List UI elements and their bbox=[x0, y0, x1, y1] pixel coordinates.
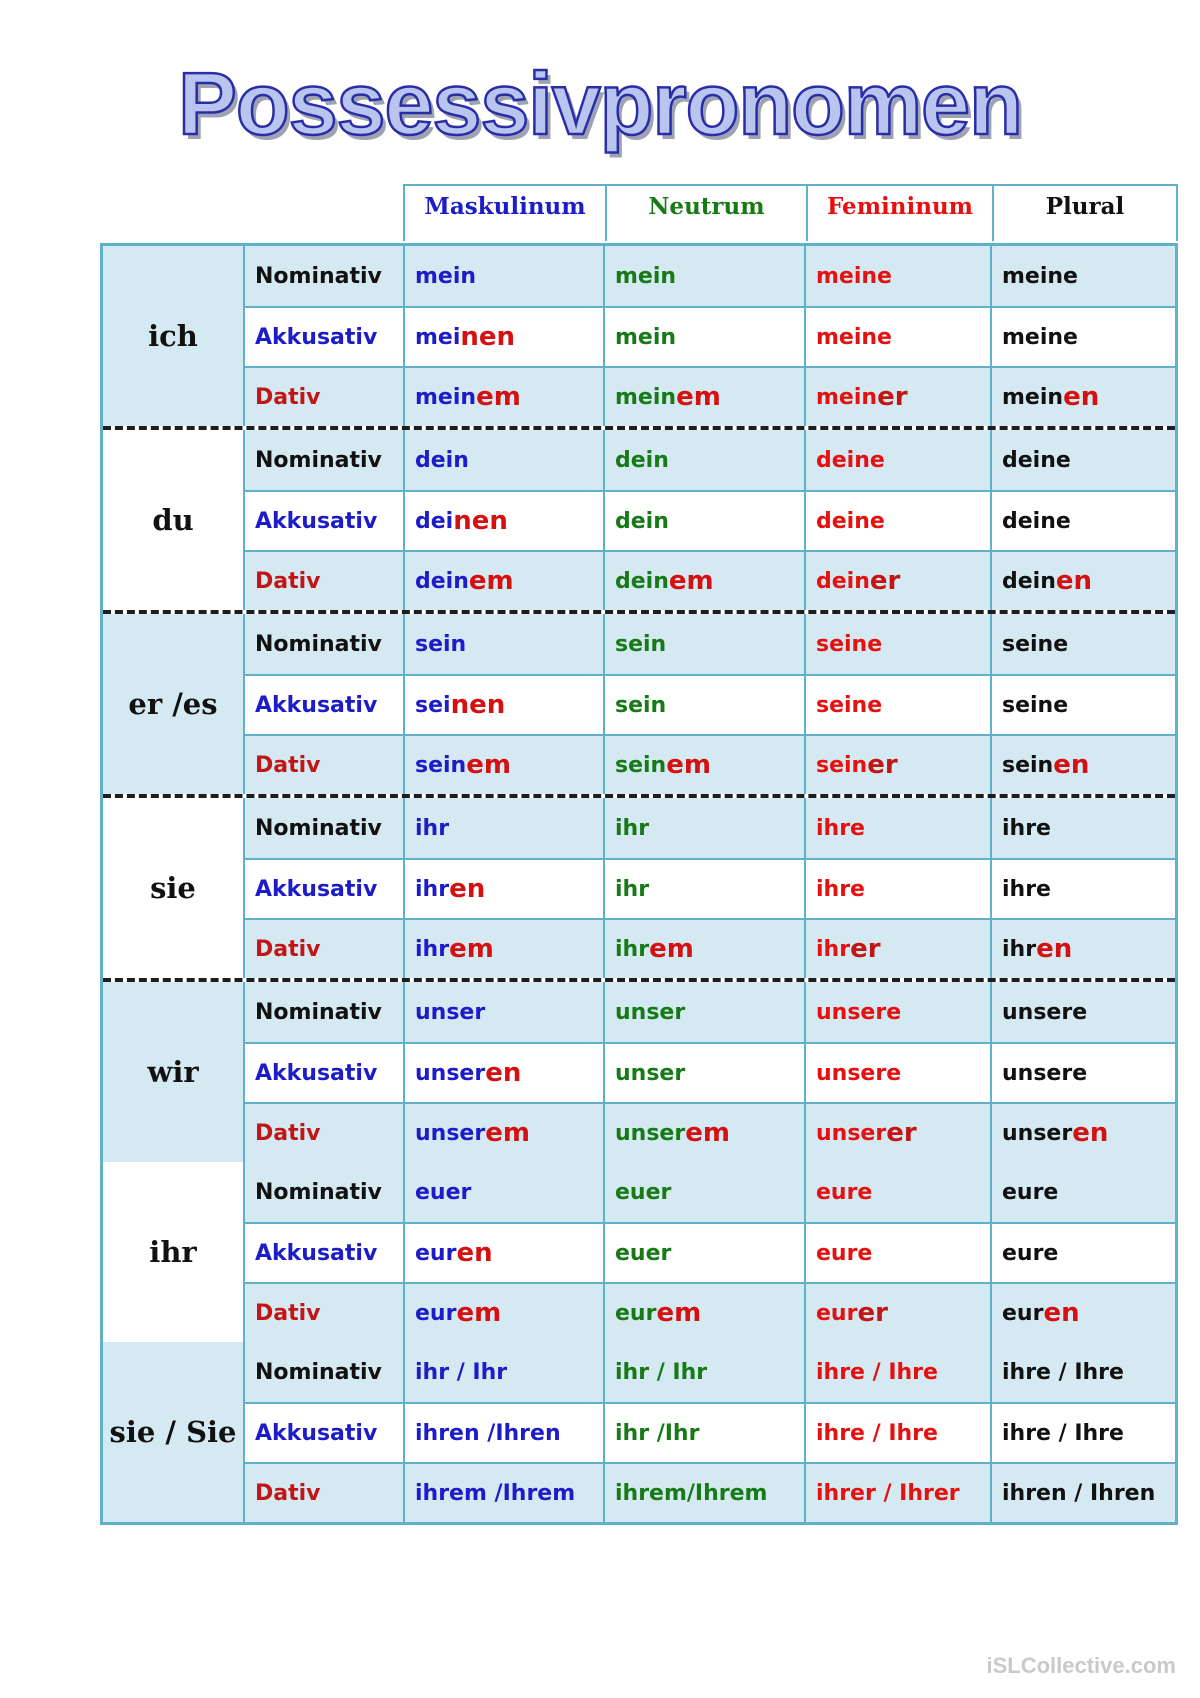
form-ending: em bbox=[685, 1118, 730, 1148]
pronoun-form bbox=[990, 1464, 1175, 1522]
pronoun-group bbox=[103, 1162, 1175, 1342]
pronoun-form bbox=[403, 1224, 603, 1282]
pronoun-form bbox=[990, 736, 1175, 794]
form-stem: ihre / Ihre bbox=[816, 1359, 938, 1385]
pronoun-form bbox=[403, 920, 603, 978]
form-ending: em bbox=[456, 1298, 502, 1328]
pronoun-form bbox=[603, 614, 804, 674]
table-row bbox=[245, 306, 1175, 366]
pronoun-form bbox=[804, 1162, 990, 1222]
pronoun-form bbox=[403, 1104, 603, 1162]
form-stem: ihr / Ihr bbox=[615, 1359, 708, 1385]
form-stem: seine bbox=[1002, 692, 1069, 718]
form-stem: unser bbox=[816, 1120, 887, 1146]
form-stem: dein bbox=[415, 568, 469, 594]
pronoun-form bbox=[403, 368, 603, 426]
form-stem: eur bbox=[1002, 1300, 1044, 1326]
pronoun-form bbox=[804, 1044, 990, 1102]
form-ending: en bbox=[1053, 750, 1090, 780]
form-stem: unser bbox=[615, 999, 686, 1025]
form-stem: unser bbox=[415, 1060, 486, 1086]
pronoun-form bbox=[403, 308, 603, 366]
form-ending: en bbox=[1063, 382, 1100, 412]
form-stem: dein bbox=[615, 508, 669, 534]
case-label: Akkusativ bbox=[245, 308, 403, 366]
form-stem: mein bbox=[615, 324, 677, 350]
pronoun-form bbox=[990, 920, 1175, 978]
form-stem: dein bbox=[615, 447, 669, 473]
pronoun-form bbox=[403, 982, 603, 1042]
form-stem: ihrer / Ihrer bbox=[816, 1480, 960, 1506]
form-stem: ihr / Ihr bbox=[415, 1359, 508, 1385]
pronoun-form bbox=[603, 430, 804, 490]
form-stem: meine bbox=[816, 324, 892, 350]
pronoun-form bbox=[990, 368, 1175, 426]
form-stem: ihr bbox=[1002, 936, 1037, 962]
form-stem: eure bbox=[816, 1240, 873, 1266]
pronoun-label: wir bbox=[103, 982, 245, 1162]
form-stem: mein bbox=[816, 384, 878, 410]
pronoun-form bbox=[990, 308, 1175, 366]
table-row bbox=[245, 366, 1175, 426]
case-label: Nominativ bbox=[245, 246, 403, 306]
form-ending: em bbox=[649, 934, 694, 964]
form-stem: euer bbox=[615, 1240, 672, 1266]
form-stem: dein bbox=[615, 568, 669, 594]
form-stem: sein bbox=[615, 752, 667, 778]
pronoun-form bbox=[403, 614, 603, 674]
pronoun-form bbox=[603, 1404, 804, 1462]
form-ending: en bbox=[1055, 566, 1093, 596]
table-row bbox=[245, 1102, 1175, 1162]
form-stem: unser bbox=[415, 1120, 486, 1146]
form-stem: ihre / Ihre bbox=[1002, 1359, 1124, 1385]
form-ending: er bbox=[867, 750, 898, 780]
pronoun-form bbox=[403, 798, 603, 858]
case-label: Nominativ bbox=[245, 982, 403, 1042]
pronoun-form bbox=[603, 1044, 804, 1102]
pronoun-form bbox=[603, 1104, 804, 1162]
table-row bbox=[245, 798, 1175, 858]
pronoun-form bbox=[603, 1464, 804, 1522]
form-ending: em bbox=[485, 1118, 530, 1148]
pronoun-form bbox=[990, 1224, 1175, 1282]
pronoun-group bbox=[103, 978, 1175, 1162]
form-stem: ihre bbox=[816, 876, 865, 902]
form-stem: eure bbox=[816, 1179, 873, 1205]
table-row bbox=[245, 490, 1175, 550]
pronoun-form bbox=[403, 1404, 603, 1462]
pronoun-form bbox=[990, 676, 1175, 734]
pronoun-form bbox=[804, 492, 990, 550]
page-title: Possessivpronomen bbox=[178, 54, 1022, 153]
pronoun-form bbox=[990, 798, 1175, 858]
pronoun-form bbox=[403, 1284, 603, 1342]
pronoun-form bbox=[804, 1464, 990, 1522]
table-row bbox=[245, 982, 1175, 1042]
form-ending: en bbox=[1043, 1298, 1080, 1328]
case-label: Dativ bbox=[245, 1104, 403, 1162]
form-stem: mein bbox=[415, 384, 477, 410]
table-row bbox=[245, 1402, 1175, 1462]
table-row bbox=[245, 246, 1175, 306]
table-row bbox=[245, 1162, 1175, 1222]
pronoun-label: er /es bbox=[103, 614, 245, 794]
case-label: Nominativ bbox=[245, 1162, 403, 1222]
table-row bbox=[245, 674, 1175, 734]
form-stem: ihre bbox=[816, 815, 865, 841]
form-stem: mein bbox=[615, 263, 677, 289]
form-ending: em bbox=[466, 750, 511, 780]
form-stem: eure bbox=[1002, 1240, 1059, 1266]
form-stem: deine bbox=[816, 508, 885, 534]
form-stem: ihren /Ihren bbox=[415, 1420, 561, 1446]
form-stem: eur bbox=[615, 1300, 657, 1326]
case-label: Dativ bbox=[245, 736, 403, 794]
pronoun-label: du bbox=[103, 430, 245, 610]
pronoun-form bbox=[990, 1104, 1175, 1162]
form-stem: unser bbox=[415, 999, 486, 1025]
column-header: Femininum bbox=[806, 186, 992, 241]
form-stem: ihren / Ihren bbox=[1002, 1480, 1156, 1506]
form-ending: er bbox=[886, 1118, 917, 1148]
column-headers bbox=[403, 184, 1178, 241]
form-ending: em bbox=[676, 382, 721, 412]
pronoun-form bbox=[804, 920, 990, 978]
form-ending: er bbox=[850, 934, 881, 964]
pronoun-form bbox=[804, 1342, 990, 1402]
case-label: Dativ bbox=[245, 1464, 403, 1522]
pronoun-form bbox=[804, 982, 990, 1042]
case-label: Nominativ bbox=[245, 1342, 403, 1402]
form-ending: em bbox=[666, 750, 711, 780]
form-stem: mein bbox=[615, 384, 677, 410]
form-stem: euer bbox=[415, 1179, 472, 1205]
pronoun-form bbox=[804, 1104, 990, 1162]
case-label: Dativ bbox=[245, 552, 403, 610]
pronoun-form bbox=[603, 860, 804, 918]
form-ending: er bbox=[857, 1298, 888, 1328]
pronoun-form bbox=[403, 1342, 603, 1402]
case-label: Dativ bbox=[245, 1284, 403, 1342]
form-stem: unser bbox=[615, 1120, 686, 1146]
table-row bbox=[245, 1462, 1175, 1522]
pronoun-form bbox=[603, 1342, 804, 1402]
pronoun-form bbox=[603, 552, 804, 610]
form-stem: ihre bbox=[1002, 815, 1051, 841]
table-row bbox=[245, 918, 1175, 978]
pronoun-form bbox=[990, 982, 1175, 1042]
form-stem: eur bbox=[816, 1300, 858, 1326]
form-stem: ihr bbox=[816, 936, 851, 962]
case-label: Nominativ bbox=[245, 430, 403, 490]
form-stem: deine bbox=[1002, 508, 1071, 534]
table-row bbox=[245, 430, 1175, 490]
pronoun-form bbox=[603, 246, 804, 306]
table-row bbox=[245, 1222, 1175, 1282]
form-stem: dei bbox=[415, 508, 454, 534]
form-stem: meine bbox=[816, 263, 892, 289]
pronoun-form bbox=[603, 1162, 804, 1222]
pronoun-form bbox=[990, 1162, 1175, 1222]
pronoun-label: sie / Sie bbox=[103, 1342, 245, 1522]
pronoun-form bbox=[403, 1464, 603, 1522]
form-stem: unsere bbox=[816, 999, 902, 1025]
pronoun-form bbox=[403, 676, 603, 734]
case-label: Dativ bbox=[245, 368, 403, 426]
form-stem: unsere bbox=[1002, 1060, 1088, 1086]
pronoun-form bbox=[804, 1404, 990, 1462]
pronoun-form bbox=[990, 430, 1175, 490]
pronoun-form bbox=[603, 798, 804, 858]
form-stem: ihrem /Ihrem bbox=[415, 1480, 576, 1506]
form-stem: seine bbox=[816, 692, 883, 718]
form-stem: mein bbox=[415, 263, 477, 289]
form-stem: ihr bbox=[615, 936, 650, 962]
form-stem: ihre / Ihre bbox=[816, 1420, 938, 1446]
form-stem: sei bbox=[415, 692, 451, 718]
form-stem: unsere bbox=[816, 1060, 902, 1086]
pronoun-form bbox=[804, 736, 990, 794]
pronoun-form bbox=[403, 736, 603, 794]
pronoun-form bbox=[603, 1224, 804, 1282]
form-ending: nen bbox=[460, 322, 516, 352]
table-row bbox=[245, 614, 1175, 674]
pronoun-form bbox=[990, 246, 1175, 306]
pronoun-form bbox=[990, 552, 1175, 610]
form-stem: mei bbox=[415, 324, 461, 350]
form-stem: unser bbox=[1002, 1120, 1073, 1146]
pronoun-form bbox=[403, 1044, 603, 1102]
pronoun-form bbox=[403, 1162, 603, 1222]
form-ending: nen bbox=[453, 506, 508, 536]
table-row bbox=[245, 858, 1175, 918]
form-ending: em bbox=[449, 934, 494, 964]
pronoun-form bbox=[990, 860, 1175, 918]
pronoun-form bbox=[403, 860, 603, 918]
form-ending: em bbox=[468, 566, 514, 596]
form-stem: seine bbox=[1002, 631, 1069, 657]
form-stem: dein bbox=[1002, 568, 1056, 594]
pronoun-form bbox=[603, 308, 804, 366]
form-ending: en bbox=[1036, 934, 1073, 964]
form-ending: em bbox=[656, 1298, 702, 1328]
form-ending: nen bbox=[450, 690, 506, 720]
form-stem: ihre / Ihre bbox=[1002, 1420, 1124, 1446]
pronoun-form bbox=[804, 614, 990, 674]
form-ending: em bbox=[668, 566, 714, 596]
pronoun-form bbox=[603, 368, 804, 426]
form-stem: ihre bbox=[1002, 876, 1051, 902]
pronoun-group bbox=[103, 246, 1175, 426]
pronoun-form bbox=[804, 552, 990, 610]
table-row bbox=[245, 1342, 1175, 1402]
form-stem: unser bbox=[615, 1060, 686, 1086]
pronoun-label: ihr bbox=[103, 1162, 245, 1342]
case-label: Nominativ bbox=[245, 798, 403, 858]
form-stem: sein bbox=[415, 752, 467, 778]
column-header: Neutrum bbox=[605, 186, 806, 241]
pronoun-form bbox=[804, 798, 990, 858]
form-ending: er bbox=[869, 566, 901, 596]
form-stem: eur bbox=[415, 1240, 457, 1266]
case-label: Akkusativ bbox=[255, 876, 378, 902]
pronoun-form bbox=[603, 1284, 804, 1342]
form-stem: ihr bbox=[415, 876, 450, 902]
pronoun-group bbox=[103, 1342, 1175, 1522]
case-label: Akkusativ bbox=[245, 676, 403, 734]
form-ending: en bbox=[449, 874, 486, 904]
table-row bbox=[245, 1042, 1175, 1102]
case-label: Dativ bbox=[245, 920, 403, 978]
pronoun-form bbox=[804, 308, 990, 366]
form-ending: en bbox=[1072, 1118, 1109, 1148]
form-stem: eure bbox=[1002, 1179, 1059, 1205]
form-stem: ihr bbox=[415, 936, 450, 962]
form-stem: sein bbox=[1002, 752, 1054, 778]
column-header: Plural bbox=[992, 186, 1176, 241]
case-label: Akkusativ bbox=[245, 1044, 403, 1102]
case-label: Akkusativ bbox=[255, 508, 378, 534]
pronoun-form bbox=[403, 552, 603, 610]
pronoun-form bbox=[603, 920, 804, 978]
case-label: Akkusativ bbox=[255, 1240, 378, 1266]
pronoun-form bbox=[804, 1284, 990, 1342]
table-row bbox=[245, 550, 1175, 610]
pronoun-form bbox=[990, 492, 1175, 550]
pronoun-table bbox=[100, 243, 1178, 1525]
pronoun-form bbox=[403, 430, 603, 490]
form-stem: ihr /Ihr bbox=[615, 1420, 700, 1446]
form-stem: unsere bbox=[1002, 999, 1088, 1025]
form-ending: em bbox=[476, 382, 521, 412]
pronoun-group bbox=[103, 426, 1175, 610]
case-label: Nominativ bbox=[245, 614, 403, 674]
pronoun-form bbox=[603, 676, 804, 734]
pronoun-form bbox=[804, 368, 990, 426]
form-stem: seine bbox=[816, 631, 883, 657]
table-row bbox=[245, 1282, 1175, 1342]
pronoun-form bbox=[603, 492, 804, 550]
form-stem: sein bbox=[615, 692, 667, 718]
pronoun-form bbox=[804, 676, 990, 734]
form-ending: en bbox=[456, 1238, 493, 1268]
pronoun-form bbox=[990, 1044, 1175, 1102]
form-stem: ihr bbox=[615, 876, 650, 902]
pronoun-form bbox=[804, 860, 990, 918]
table-row bbox=[245, 734, 1175, 794]
pronoun-form bbox=[603, 736, 804, 794]
form-stem: mein bbox=[1002, 384, 1064, 410]
form-stem: sein bbox=[615, 631, 667, 657]
form-stem: deine bbox=[1002, 447, 1071, 473]
form-ending: er bbox=[877, 382, 908, 412]
column-header: Maskulinum bbox=[424, 193, 586, 220]
pronoun-form bbox=[990, 1284, 1175, 1342]
pronoun-label: sie bbox=[103, 798, 245, 978]
form-stem: euer bbox=[615, 1179, 672, 1205]
pronoun-form bbox=[990, 1404, 1175, 1462]
form-stem: deine bbox=[816, 447, 885, 473]
form-stem: meine bbox=[1002, 263, 1078, 289]
pronoun-group bbox=[103, 794, 1175, 978]
form-stem: dein bbox=[415, 447, 469, 473]
pronoun-form bbox=[603, 982, 804, 1042]
form-stem: eur bbox=[415, 1300, 457, 1326]
form-stem: ihrem/Ihrem bbox=[615, 1480, 768, 1506]
form-stem: dein bbox=[816, 568, 870, 594]
form-stem: sein bbox=[415, 631, 467, 657]
case-label: Akkusativ bbox=[245, 1404, 403, 1462]
pronoun-form bbox=[403, 246, 603, 306]
pronoun-form bbox=[804, 246, 990, 306]
form-ending: en bbox=[485, 1058, 522, 1088]
form-stem: meine bbox=[1002, 324, 1078, 350]
form-stem: sein bbox=[816, 752, 868, 778]
form-stem: ihr bbox=[415, 815, 450, 841]
pronoun-form bbox=[804, 1224, 990, 1282]
pronoun-form bbox=[990, 614, 1175, 674]
form-stem: ihr bbox=[615, 815, 650, 841]
pronoun-form bbox=[403, 492, 603, 550]
watermark: iSLCollective.com bbox=[986, 1653, 1176, 1678]
pronoun-group bbox=[103, 610, 1175, 794]
pronoun-form bbox=[804, 430, 990, 490]
pronoun-form bbox=[990, 1342, 1175, 1402]
pronoun-label: ich bbox=[103, 246, 245, 426]
